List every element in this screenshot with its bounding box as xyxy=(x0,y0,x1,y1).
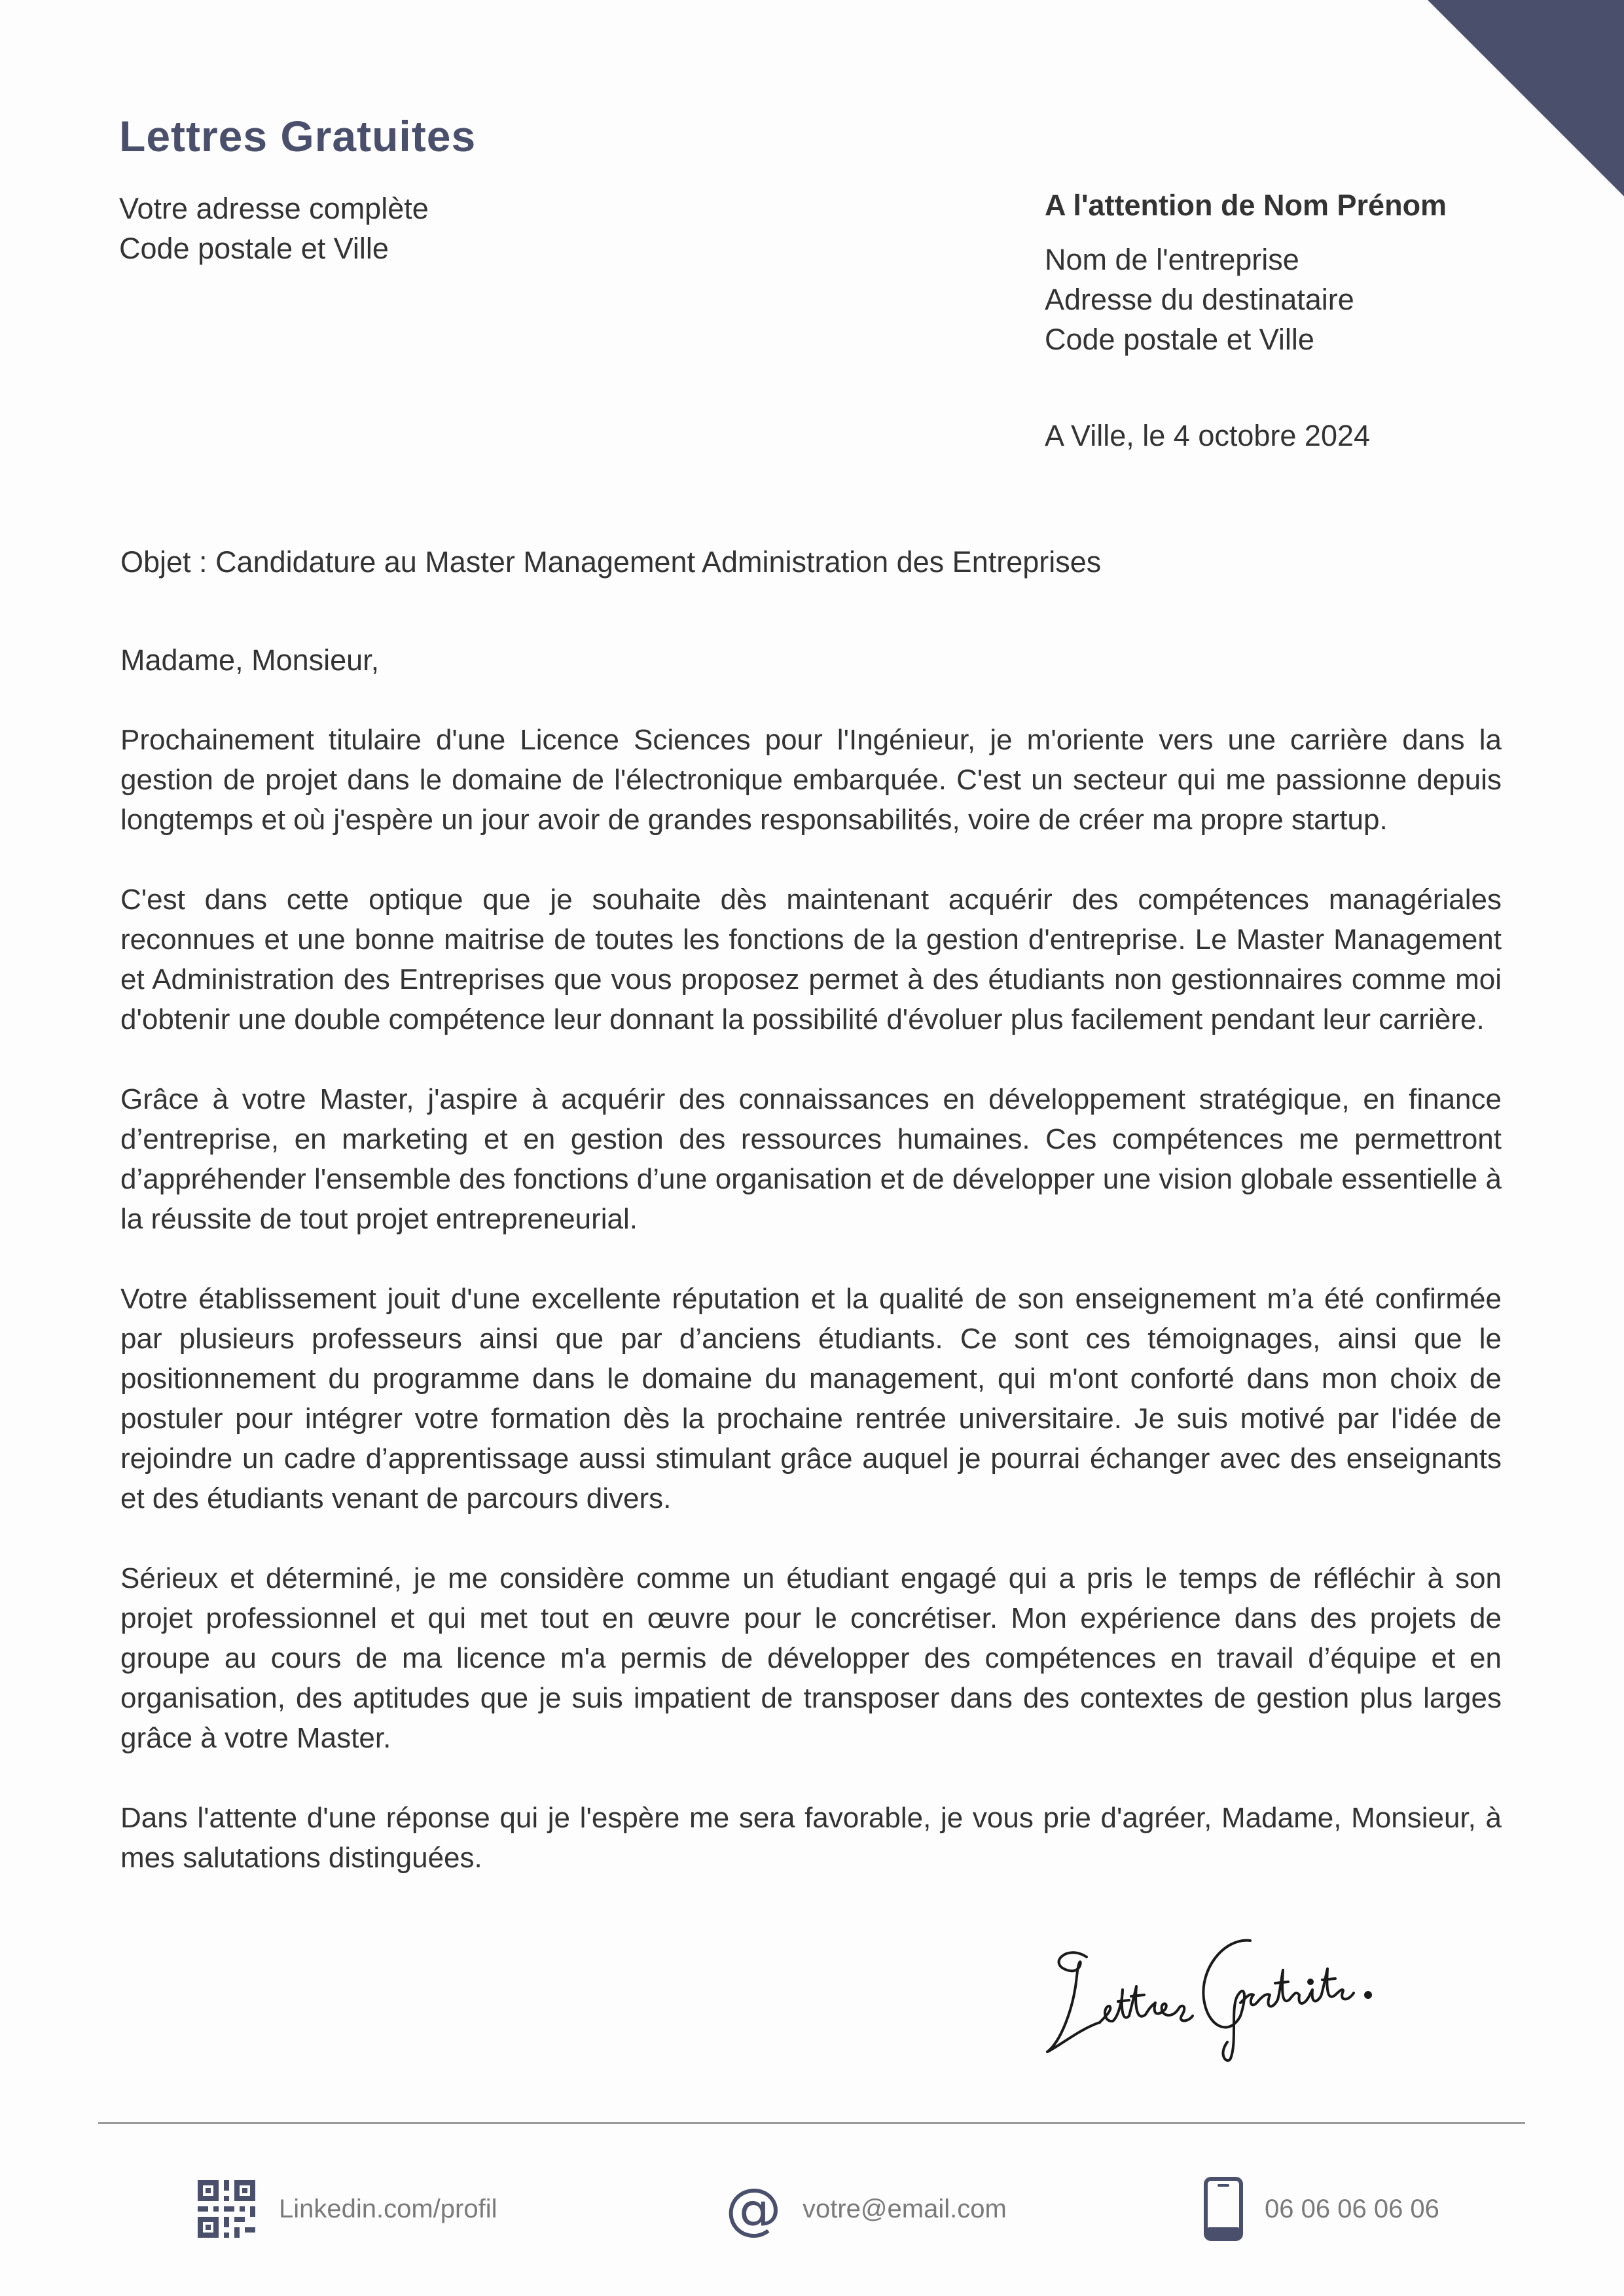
body-paragraph: Votre établissement jouit d'une excellente réputation et la qualité de son enseignement m’a été confirmée par plusieurs professeurs ainsi que par d’anciens étudiants. Ce sont ces témoignages, ainsi que le positionnement du programme dans le domaine du management, qui m'ont conforté dans mon choix de postuler pour intégrer votre formation dès la prochaine rentrée universitaire. Je suis motivé par l'idée de rejoindre un cadre d’apprentissage aussi stimulant grâce auquel je pourrai échanger avec des enseignants et des étudiants venant de parcours divers. xyxy=(120,1283,1502,1515)
linkedin-url[interactable]: Linkedin.com/profil xyxy=(279,2194,497,2223)
body-paragraph: Prochainement titulaire d'une Licence Sciences pour l'Ingénieur, je m'oriente vers une carrière dans la gestion de projet dans le domaine de l'électronique embarquée. C'est un secteur qui me passionne depuis longtemps et où j'espère un jour avoir de grandes responsabilités, voire de créer ma propre startup. xyxy=(120,724,1502,836)
body-paragraph: Grâce à votre Master, j'aspire à acquérir des connaissances en développement stratégique, en finance d’entreprise, en marketing et en gestion des ressources humaines. Ces compétences me permettront d’appréhender l'ensemble des fonctions d’une organisation et de développer une vision globale essentielle à la réussite de tout projet entrepreneurial. xyxy=(120,1083,1502,1235)
mobile-phone-icon xyxy=(1203,2176,1244,2242)
corner-decoration xyxy=(1428,0,1624,196)
closing-paragraph: Dans l'attente d'une réponse qui je l'espère me sera favorable, je vous prie d'agréer, Madame, Monsieur, à mes salutations distinguées. xyxy=(120,1802,1502,1874)
body-paragraph: C'est dans cette optique que je souhaite dès maintenant acquérir des compétences managériales reconnues et une bonne maitrise de toutes les fonctions de la gestion d'entreprise. Le Master Management et Administration des Entreprises que vous proposez permet à des étudiants non gestionnaires comme moi d'obtenir une double compétence leur donnant la possibilité d'évoluer plus facilement pendant leur carrière. xyxy=(120,884,1502,1035)
letter-body xyxy=(120,720,1502,1918)
footer-divider xyxy=(98,2122,1525,2124)
recipient-address: Adresse du destinataire xyxy=(1045,283,1354,316)
sender-address-line1: Votre adresse complète xyxy=(119,192,429,225)
recipient-attention: A l'attention de Nom Prénom xyxy=(1045,188,1447,222)
letter-subject: Objet : Candidature au Master Management Administration des Entreprises xyxy=(120,545,1102,579)
email-address[interactable]: votre@email.com xyxy=(803,2194,1007,2223)
recipient-city: Code postale et Ville xyxy=(1045,323,1314,356)
letter-salutation: Madame, Monsieur, xyxy=(120,643,380,677)
body-paragraph: Sérieux et déterminé, je me considère comme un étudiant engagé qui a pris le temps de réfléchir à son projet professionnel et qui met tout en œuvre pour le concrétiser. Mon expérience dans des projets de groupe au cours de ma licence m'a permis de développer des compétences en travail d’équipe et en organisation, des aptitudes que je suis impatient de transposer dans des contextes de gestion plus larges grâce à votre Master. xyxy=(120,1562,1502,1754)
sender-address xyxy=(119,188,429,268)
sender-name-title: Lettres Gratuites xyxy=(119,112,477,160)
recipient-block xyxy=(1045,185,1447,359)
footer-email xyxy=(725,2173,1007,2245)
recipient-company: Nom de l'entreprise xyxy=(1045,243,1299,276)
footer-linkedin xyxy=(195,2173,497,2245)
footer-phone xyxy=(1203,2173,1439,2245)
letter-date: A Ville, le 4 octobre 2024 xyxy=(1045,419,1371,452)
phone-number[interactable]: 06 06 06 06 06 xyxy=(1265,2194,1439,2223)
at-sign-icon: @ xyxy=(725,2176,782,2242)
sender-address-line2: Code postale et Ville xyxy=(119,232,389,265)
handwritten-signature xyxy=(1041,1918,1420,2068)
qr-code-icon xyxy=(195,2178,258,2240)
